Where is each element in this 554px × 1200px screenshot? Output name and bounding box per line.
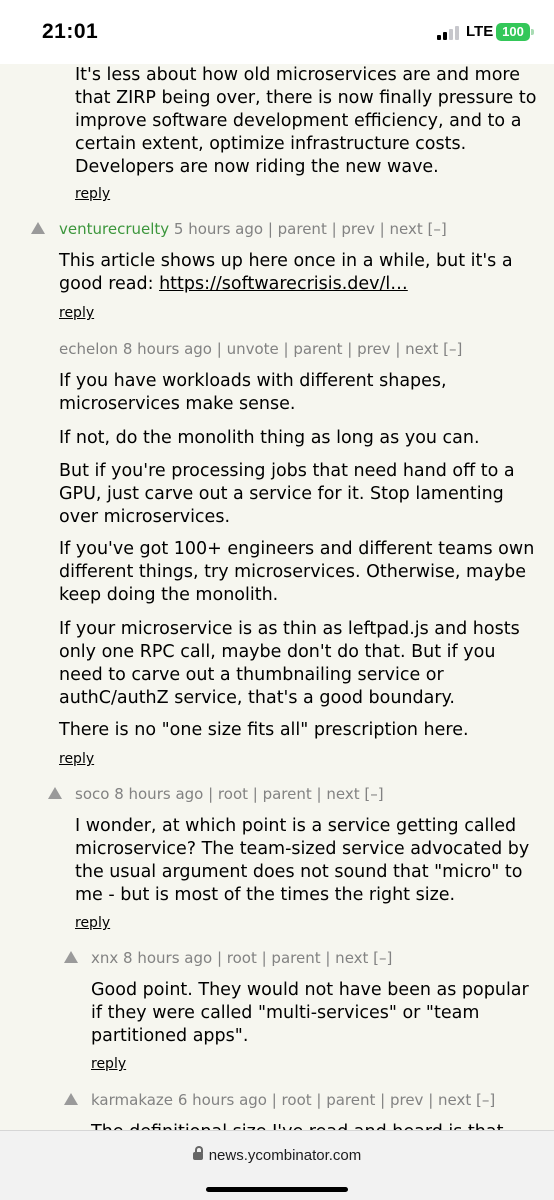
- comment-header: [59, 220, 447, 238]
- upvote-arrow-icon[interactable]: [64, 951, 78, 963]
- reply-link[interactable]: reply: [59, 305, 95, 321]
- upvote-arrow-icon[interactable]: [31, 222, 45, 234]
- reply-link[interactable]: reply: [75, 915, 111, 931]
- url-display[interactable]: [0, 1147, 554, 1164]
- upvote-arrow-icon[interactable]: [48, 787, 62, 799]
- comment-header: [75, 785, 384, 803]
- cellular-signal-icon: [437, 26, 463, 40]
- comment-paragraph: But if you're processing jobs that need hand off to a GPU, just carve out a service for it. Stop lamenting over microservices.: [59, 461, 515, 527]
- comment-meta[interactable]: 8 hours ago | root | parent | next [–]: [118, 949, 393, 967]
- comment-username[interactable]: karmakaze: [91, 1091, 174, 1109]
- upvote-arrow-icon[interactable]: [64, 1093, 78, 1105]
- battery-icon: 100: [496, 23, 530, 41]
- reply-link[interactable]: reply: [75, 186, 111, 202]
- comment-thread[interactable]: [0, 64, 554, 1130]
- comment-paragraph: If not, do the monolith thing as long as you can.: [59, 428, 480, 448]
- reply-link[interactable]: reply: [59, 751, 95, 767]
- comment-username[interactable]: venturecruelty: [59, 220, 170, 238]
- comment-paragraph: If you've got 100+ engineers and different teams own different things, try microservices. Otherwise, maybe keep doing the monolith.: [59, 539, 535, 605]
- home-indicator: [206, 1187, 348, 1192]
- comment-header: [59, 340, 462, 358]
- comment-username[interactable]: soco: [75, 785, 110, 803]
- comment-paragraph: If your microservice is as thin as leftpad.js and hosts only one RPC call, maybe don't do that. But if you need to carve out a thumbnailing service or authC/authZ service, that's a good boundary.: [59, 619, 520, 708]
- comment-text: I wonder, at which point is a service getting called microservice? The team-sized service advocated by the usual argument does not sound that "micro" to me - but is most of the times the right size.: [75, 816, 530, 905]
- comment-header: [91, 949, 392, 967]
- comment-meta[interactable]: 6 hours ago | root | parent | prev | next [–]: [173, 1091, 496, 1109]
- comment-username[interactable]: echelon: [59, 340, 119, 358]
- reply-link[interactable]: reply: [91, 1056, 127, 1072]
- comment-text-prefix: This article shows up here once in a while, but it's a good read:: [59, 251, 513, 294]
- comment-meta[interactable]: 8 hours ago | root | parent | next [–]: [109, 785, 384, 803]
- comment-link[interactable]: https://softwarecrisis.dev/l…: [159, 274, 408, 294]
- comment-text: It's less about how old microservices are and more that ZIRP being over, there is now finally pressure to improve software development efficiency, and to a certain extent, optimize infrastructure costs. Developers are now riding the new wave.: [75, 65, 537, 177]
- lock-icon: [193, 1152, 203, 1160]
- comment-text: Good point. They would not have been as popular if they were called "multi-services" or "team partitioned apps".: [91, 980, 529, 1046]
- comment-header: [91, 1091, 495, 1109]
- network-type: LTE: [466, 23, 494, 40]
- comment-meta[interactable]: 8 hours ago | unvote | parent | prev | next [–]: [118, 340, 463, 358]
- comment-paragraph: There is no "one size fits all" prescription here.: [59, 720, 469, 740]
- status-time: 21:01: [42, 20, 99, 43]
- comment-paragraph: If you have workloads with different shapes, microservices make sense.: [59, 371, 447, 414]
- comment-text: [59, 250, 539, 296]
- browser-address-bar[interactable]: [0, 1130, 554, 1200]
- comment-username[interactable]: xnx: [91, 949, 119, 967]
- status-bar: [0, 0, 554, 64]
- url-text: news.ycombinator.com: [208, 1147, 362, 1164]
- comment-meta[interactable]: 5 hours ago | parent | prev | next [–]: [169, 220, 447, 238]
- battery-tip: [531, 29, 534, 35]
